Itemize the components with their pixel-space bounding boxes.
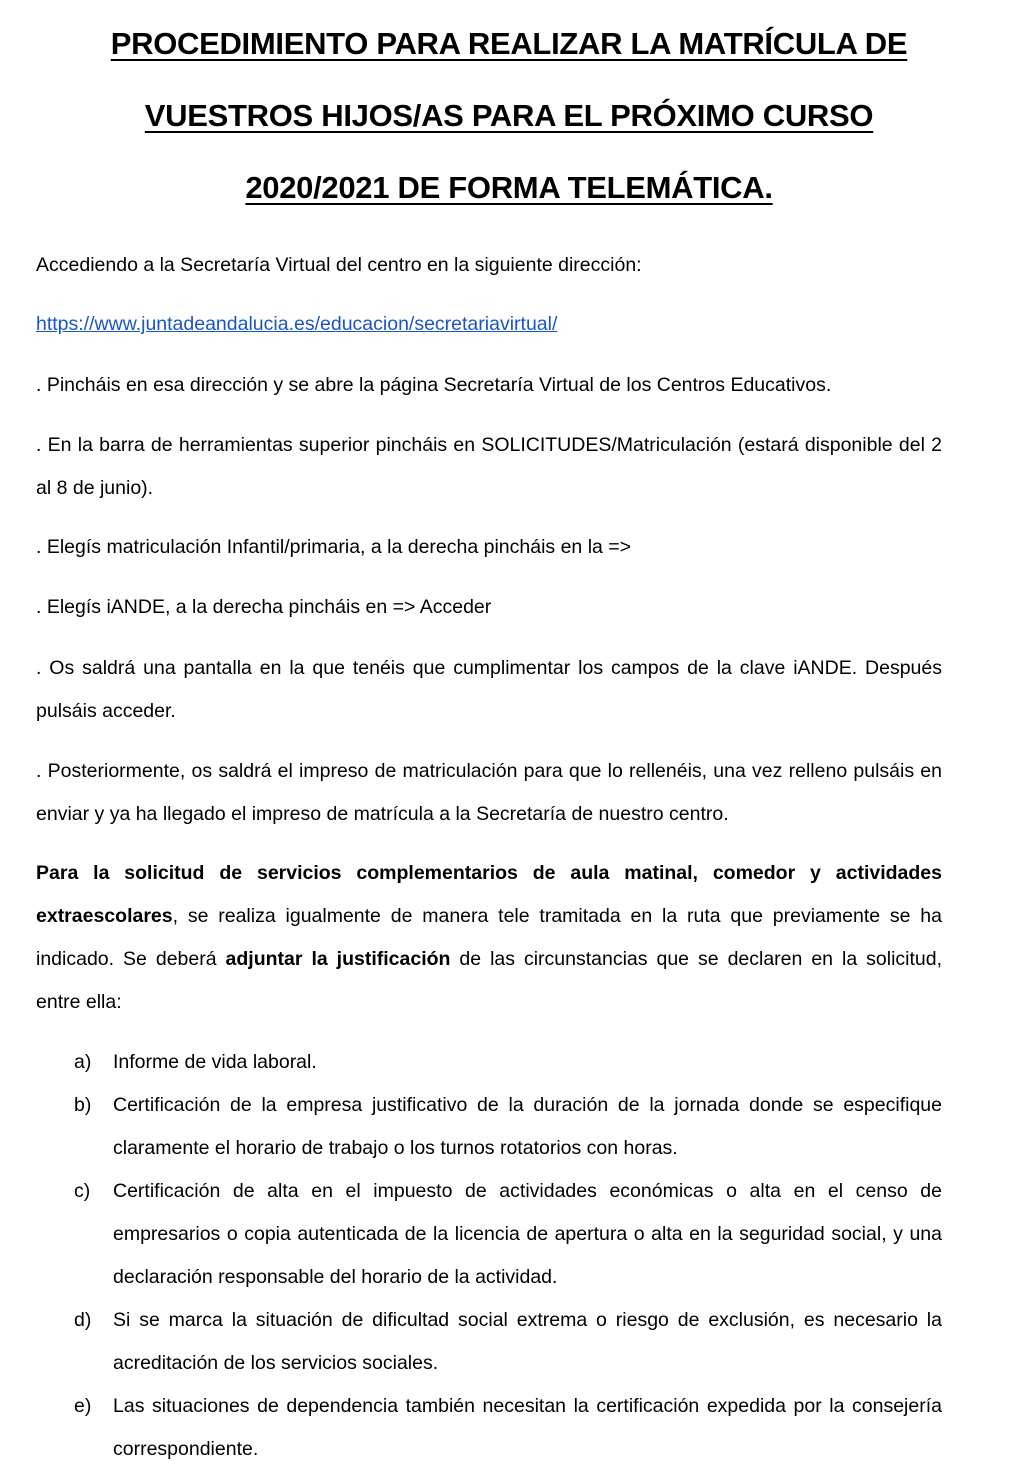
url-line <box>36 303 942 346</box>
step-5: . Os saldrá una pantalla en la que tenéis que cumplimentar los campos de la clave iANDE. Después pulsáis acceder. <box>36 657 942 722</box>
services-bold-intro: Para la solicitud de servicios complementarios de aula matinal, comedor y actividades extraescolares <box>36 862 942 927</box>
list-item-text: Certificación de alta en el impuesto de actividades económicas o alta en el censo de empresarios o copia autenticada de la licencia de apertura o alta en la seguridad social, y una declaración responsable del horario de la actividad. <box>113 1180 942 1288</box>
page-title-line-1: PROCEDIMIENTO PARA REALIZAR LA MATRÍCULA DE <box>110 26 908 61</box>
step-2: . En la barra de herramientas superior pincháis en SOLICITUDES/Matriculación (estará disponible del 2 al 8 de junio). <box>36 434 942 499</box>
list-item-text: Informe de vida laboral. <box>113 1051 317 1073</box>
list-marker: c) <box>74 1180 91 1202</box>
list-marker: b) <box>74 1094 92 1116</box>
list-item-a <box>74 1041 942 1084</box>
step-4: . Elegís iANDE, a la derecha pincháis en => Acceder <box>36 596 492 618</box>
page-title-line-3: 2020/2021 DE FORMA TELEMÁTICA. <box>245 170 773 205</box>
list-item-text: Las situaciones de dependencia también necesitan la certificación expedida por la consejería correspondiente. <box>113 1395 942 1460</box>
step-3: . Elegís matriculación Infantil/primaria, a la derecha pincháis en la => <box>36 536 632 558</box>
step-6: . Posteriormente, os saldrá el impreso de matriculación para que lo rellenéis, una vez relleno pulsáis en enviar y ya ha llegado el impreso de matrícula a la Secretaría de nuestro centro. <box>36 760 942 825</box>
list-item-d <box>74 1299 942 1385</box>
list-item-b <box>74 1084 942 1170</box>
list-item-text: Si se marca la situación de dificultad social extrema o riesgo de exclusión, es necesario la acreditación de los servicios sociales. <box>113 1309 942 1374</box>
secretaria-virtual-link[interactable]: https://www.juntadeandalucia.es/educacion/secretariavirtual/ <box>36 313 558 335</box>
page-title-line-2: VUESTROS HIJOS/AS PARA EL PRÓXIMO CURSO <box>144 98 874 133</box>
list-item-text: Certificación de la empresa justificativo de la duración de la jornada donde se especifique claramente el horario de trabajo o los turnos rotatorios con horas. <box>113 1094 942 1159</box>
list-marker: a) <box>74 1051 92 1073</box>
services-text-1: , se realiza igualmente de manera tele tramitada en la ruta que previamente se ha indicado. Se deberá <box>36 905 942 970</box>
list-item-e <box>74 1385 942 1471</box>
services-bold-justification: adjuntar la justificación <box>225 948 451 970</box>
step-1: . Pincháis en esa dirección y se abre la página Secretaría Virtual de los Centros Educativos. <box>36 374 832 396</box>
list-item-c <box>74 1170 942 1299</box>
intro-text: Accediendo a la Secretaría Virtual del centro en la siguiente dirección: <box>36 254 642 276</box>
list-marker: d) <box>74 1309 92 1331</box>
list-marker: e) <box>74 1395 92 1417</box>
services-paragraph <box>36 852 942 1024</box>
services-text-2: de las circunstancias que se declaren en la solicitud, entre ella: <box>36 948 943 1013</box>
